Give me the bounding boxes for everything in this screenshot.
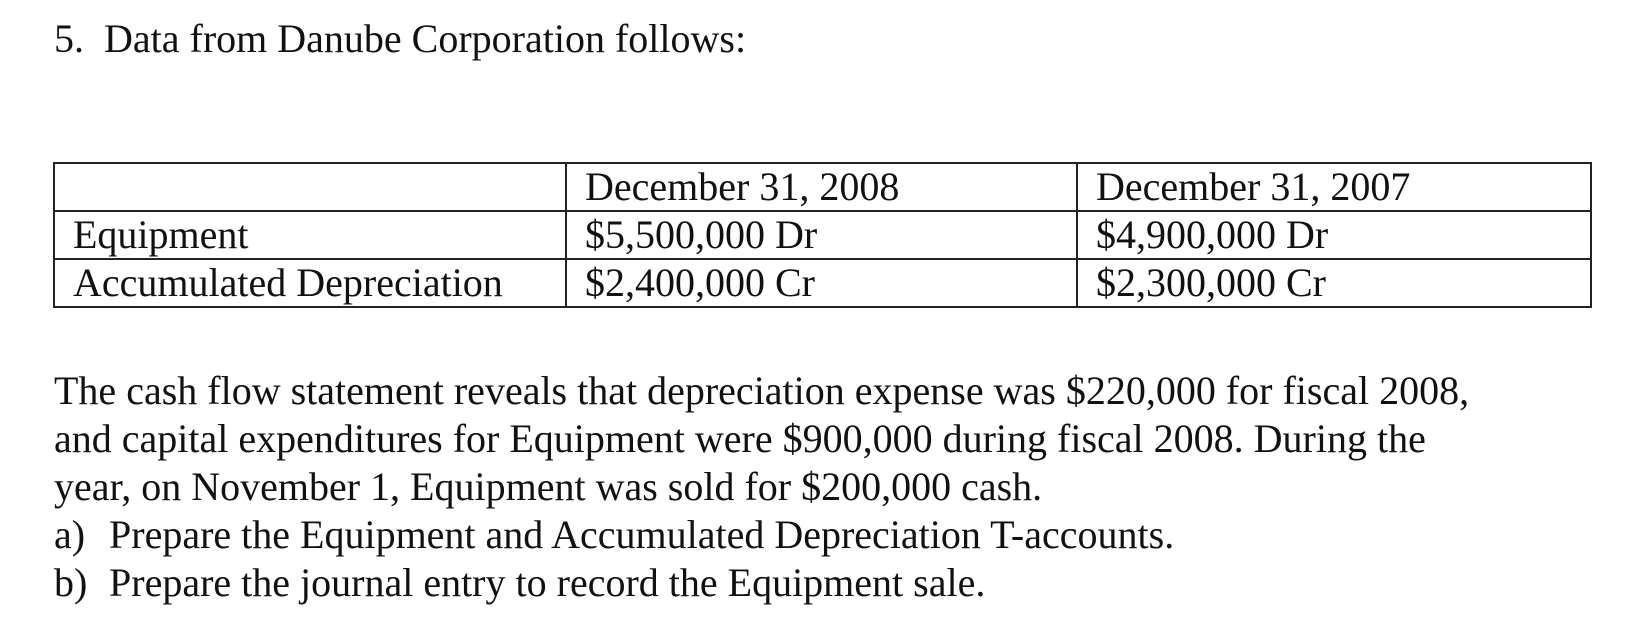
question-heading-text: Data from Danube Corporation follows: — [104, 16, 747, 61]
table-header-cell: December 31, 2008 — [566, 163, 1077, 211]
paragraph-line: and capital expenditures for Equipment were $900,000 during fiscal 2008. During the — [54, 416, 1426, 461]
task-marker: a) — [54, 512, 86, 557]
table-cell-label: Accumulated Depreciation — [54, 259, 566, 307]
paragraph-line: year, on November 1, Equipment was sold for $200,000 cash. — [54, 464, 1043, 509]
task-item-a — [54, 511, 1614, 559]
table-cell: $2,300,000 Cr — [1077, 259, 1591, 307]
question-heading — [54, 14, 746, 64]
table-header-cell: December 31, 2007 — [1077, 163, 1591, 211]
table-header-cell — [54, 163, 566, 211]
paragraph-line: The cash flow statement reveals that depreciation expense was $220,000 for fiscal 2008, — [54, 368, 1470, 413]
table-row — [54, 259, 1591, 307]
balance-table — [53, 162, 1592, 308]
task-item-b — [54, 559, 1614, 607]
table-row — [54, 211, 1591, 259]
question-number: 5. — [54, 16, 84, 61]
table-header-row — [54, 163, 1591, 211]
task-text: Prepare the Equipment and Accumulated Depreciation T-accounts. — [109, 512, 1175, 557]
table-cell: $4,900,000 Dr — [1077, 211, 1591, 259]
question-body — [54, 367, 1614, 607]
task-text: Prepare the journal entry to record the Equipment sale. — [109, 560, 986, 605]
table-cell: $5,500,000 Dr — [566, 211, 1077, 259]
table-cell: $2,400,000 Cr — [566, 259, 1077, 307]
table-cell-label: Equipment — [54, 211, 566, 259]
task-marker: b) — [54, 560, 88, 605]
